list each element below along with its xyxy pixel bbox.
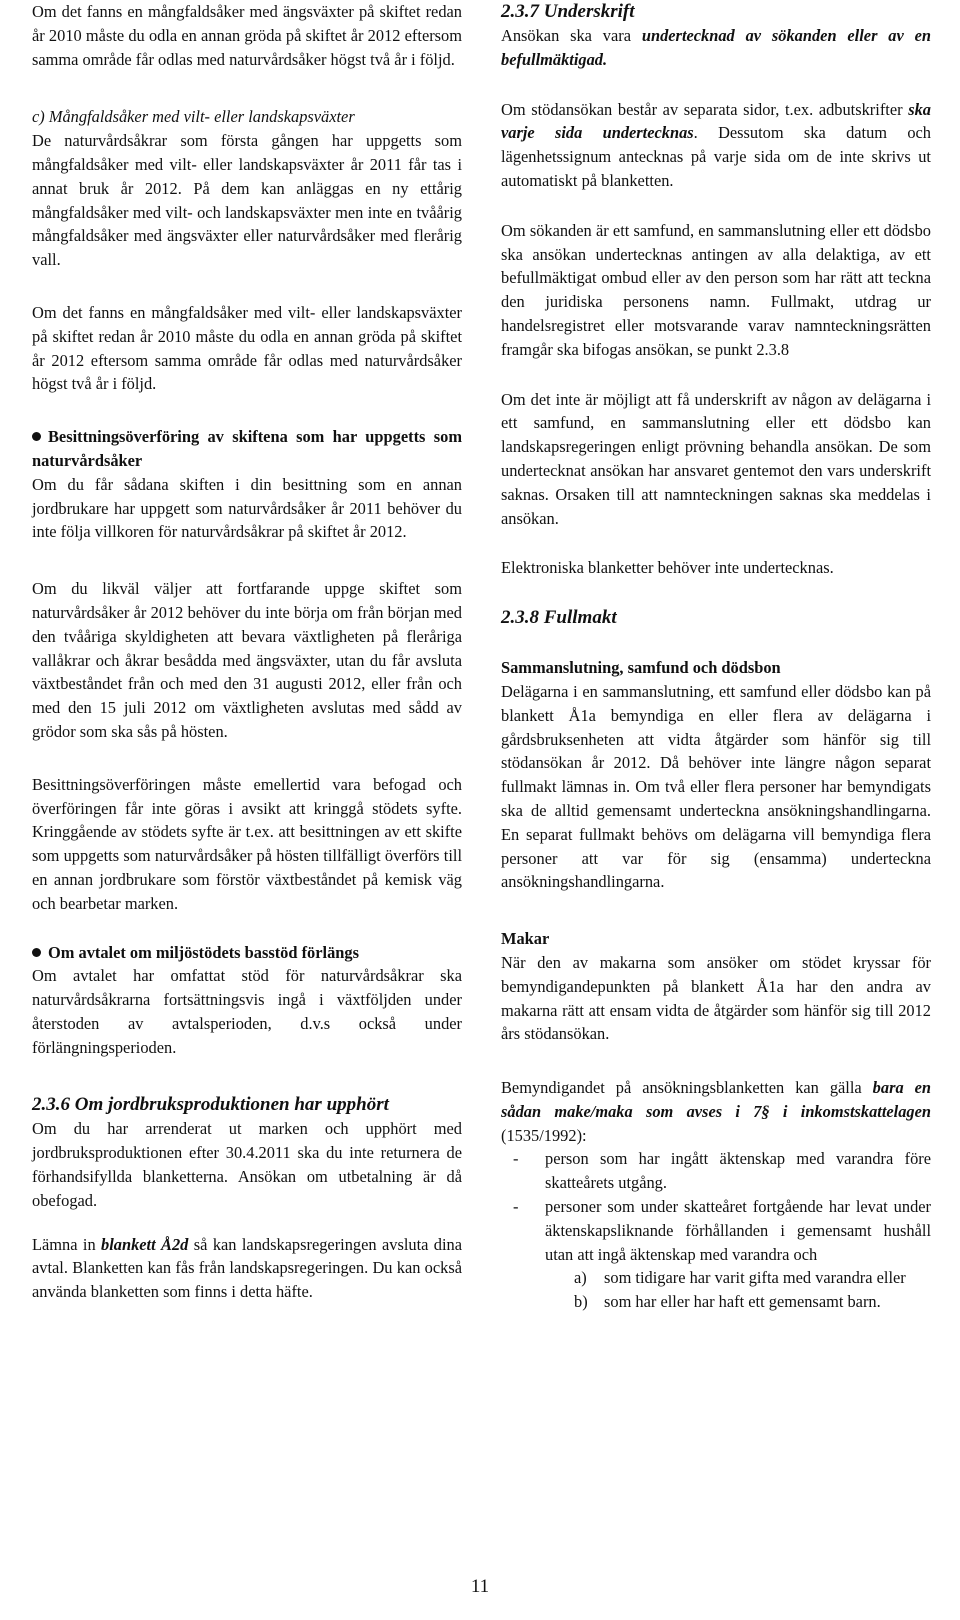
- paragraph: Delägarna i en sammanslutning, ett samfund eller dödsbo kan på blankett Å1a bemyndiga en eller flera av delägarna i gårdsbruksenheten att vidta åtgärder som hänför sig till stödansökan år 2012. Då behöver inte längre någon separat fullmakt lämnas in. Om två eller flera personer har bemyndigats ska de alltid gemensamt underteckna ansökningshandlingarna. En separat fullmakt behövs om delägarna vill bemyndiga flera personer att var för sig (ensamma) underteckna ansökningshandlingarna.: [501, 681, 931, 892]
- bullet-heading: Besittningsöverföring av skiftena som har uppgetts som naturvårdsåker: [32, 427, 462, 470]
- list-item: a) som tidigare har varit gifta med varandra eller: [574, 1268, 906, 1288]
- subsection-heading-c: c) Mångfaldsåker med vilt- eller landskapsväxter: [32, 107, 355, 127]
- right-column: [501, 0, 931, 1314]
- paragraph: Om stödansökan består av separata sidor, t.ex. adbutskrifter ska varje sida undertecknas. Dessutom ska datum och lägenhetssignum antecknas på varje sida om de inte skrivs ut automatiskt på blanketten.: [501, 99, 931, 190]
- page-number: 11: [470, 1576, 490, 1597]
- bullet-dot-icon: [32, 948, 41, 957]
- section-heading-2-3-7: 2.3.7 Underskrift: [501, 1, 635, 22]
- left-column: [32, 0, 462, 1325]
- subheading-makar: Makar: [501, 929, 550, 949]
- paragraph: Lämna in blankett Å2d så kan landskapsregeringen avsluta dina avtal. Blanketten kan fås från landskapsregeringen. Du kan också använda blanketten som finns i detta häfte.: [32, 1234, 462, 1302]
- paragraph: Ansökan ska vara undertecknad av sökanden eller av en befullmäktigad.: [501, 26, 931, 69]
- paragraph: När den av makarna som ansöker om stödet kryssar för bemyndigandepunkten på blankett Å1a har den andra av makarna rätt att ensam vidta de åtgärder som hänför sig till 2012 års stödansökan.: [501, 952, 931, 1044]
- list-item: - person som har ingått äktenskap med varandra före skatteårets utgång.: [513, 1149, 931, 1193]
- paragraph: Om du har arrenderat ut marken och upphört med jordbruksproduktionen efter 30.4.2011 ska du inte returnera de förhandsifyllda blanketterna. Ansökan om utbetalning är då obefogad.: [32, 1119, 462, 1210]
- paragraph: Om det fanns en mångfaldsåker med vilt- eller landskapsväxter på skiftet redan år 2010 måste du odla en annan gröda på skiftet år 2012 eftersom samma område får odlas med naturvårdsåker högst två år i följd.: [32, 302, 462, 394]
- paragraph: Om sökanden är ett samfund, en sammanslutning eller ett dödsbo ska ansökan undertecknas antingen av alla delaktiga, av ett befullmäktigat ombud eller av den person som har rätt att teckna den juridiska personens namn. Fullmakt, utdrag ur handelsregistret eller motsvarande varav namnteckningsrätten framgår ska bifogas ansökan, se punkt 2.3.8: [501, 220, 931, 359]
- paragraph: Om avtalet har omfattat stöd för naturvårdsåkrar ska naturvårdsåkrarna fortsättningsvis ingå i växtföljden under återstoden av avtalsperioden, d.v.s också under förlängningsperioden.: [32, 966, 462, 1057]
- paragraph: Om det inte är möjligt att få underskrift av någon av delägarna i ett samfund, en sammanslutning eller ett dödsbo kan landskapsregeringen enligt prövning behandla ansökan. De som undertecknat ansökan har ansvaret gentemot den vars underskrift saknas. Orsaken till att namnteckningen saknas ska meddelas i ansökan.: [501, 389, 931, 528]
- dash-list: [501, 1147, 931, 1266]
- paragraph: De naturvårdsåkrar som första gången har uppgetts som mångfaldsåker med vilt- eller landskapsväxter år 2011 får tas i annat bruk år 2012. På dem kan anläggas en ny ettårig mångfaldsåker med vilt- och landskapsväxter men inte en tvåårig mångfaldsåker med ängsväxter eller naturvårdsåker med flerårig vall.: [32, 131, 462, 270]
- section-heading-2-3-6: 2.3.6 Om jordbruksproduktionen har upphört: [32, 1094, 389, 1116]
- section-heading-2-3-8: 2.3.8 Fullmakt: [501, 607, 617, 629]
- paragraph: Om du likväl väljer att fortfarande uppge skiftet som naturvårdsåker år 2012 behöver du inte börja om från början med den tvååriga skyldigheten att bevara växtligheten på fleråriga vallåkrar och åkrar besådda med ängsväxter, utan du får avsluta växtbeståndet från och med den 31 augusti 2012, eller från och med den 15 juli 2012 om växtligheten avslutas med sådd av grödor som ska sås på hösten.: [32, 579, 462, 741]
- paragraph: Elektroniska blanketter behöver inte undertecknas.: [501, 558, 834, 578]
- paragraph: Besittningsöverföringen måste emellertid vara befogad och överföringen får inte göras i avsikt att kringgå stödets syfte. Kringgående av stödets syfte är t.ex. att besittningen av ett skifte som uppgetts som naturvårdsåker på hösten tillfälligt överförs till en annan jordbrukare som förstör växtbeståndet på kemisk väg och bearbetar marken.: [32, 774, 462, 913]
- alpha-list: [501, 1266, 931, 1314]
- list-item: b) som har eller har haft ett gemensamt barn.: [574, 1292, 881, 1312]
- paragraph: Bemyndigandet på ansökningsblanketten kan gälla bara en sådan make/maka som avses i 7§ i inkomstskattelagen (1535/1992):: [501, 1078, 931, 1145]
- paragraph: Om det fanns en mångfaldsåker med ängsväxter på skiftet redan år 2010 måste du odla en annan gröda på skiftet år 2012 eftersom samma område får odlas med naturvårdsåker högst två år i följd.: [32, 2, 462, 69]
- paragraph: Om du får sådana skiften i din besittning som en annan jordbrukare har uppgett som naturvårdsåker år 2011 behöver du inte följa villkoren för naturvårdsåkrar på skiftet år 2012.: [32, 474, 462, 542]
- list-item: - personer som under skatteåret fortgående har levat under äktenskapsliknande förhållanden i gemensamt hushåll utan att ingå äktenskap med varandra och: [513, 1197, 931, 1264]
- subheading-sammanslutning: Sammanslutning, samfund och dödsbon: [501, 658, 781, 678]
- bullet-dot-icon: [32, 432, 41, 441]
- bullet-heading: Om avtalet om miljöstödets basstöd förlängs: [32, 941, 462, 965]
